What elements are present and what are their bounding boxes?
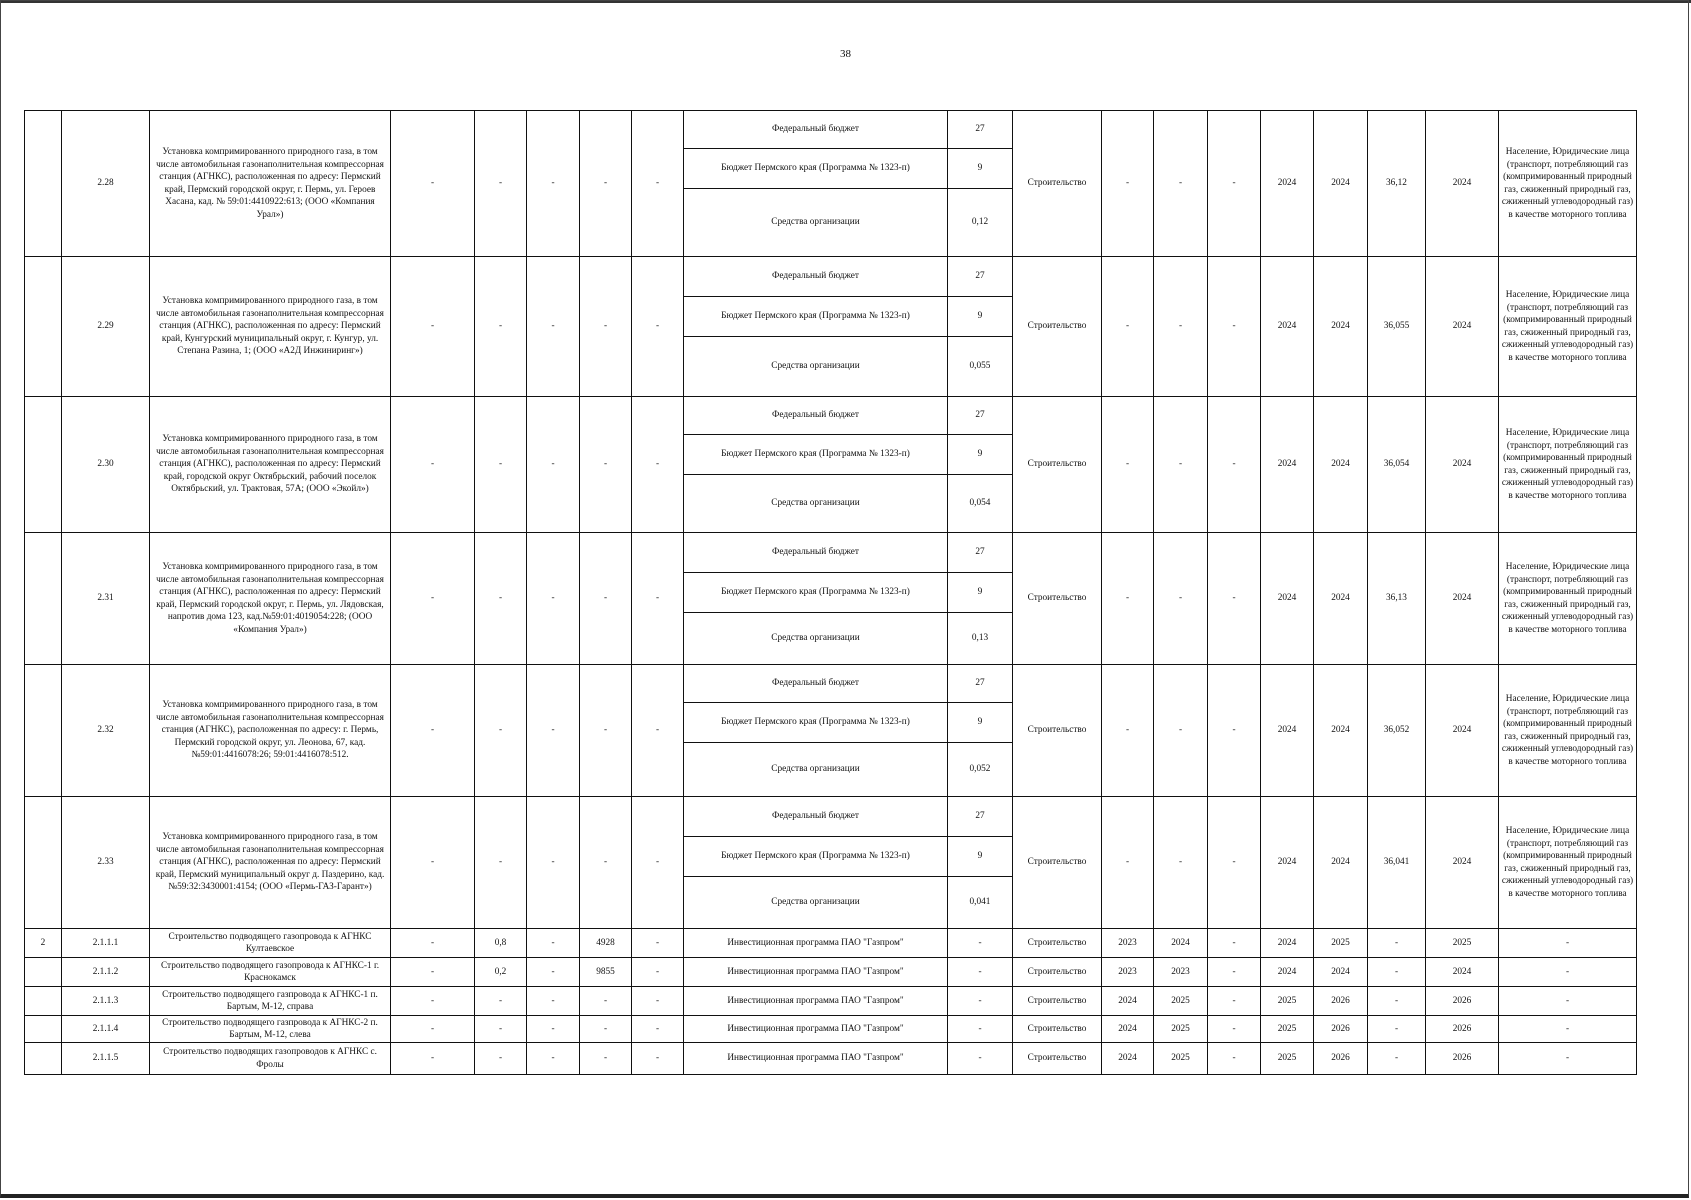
investment-table [24, 110, 1637, 1075]
item-description-cell: Установка компримированного природного газа, в том числе автомобильная газонаполнительная компрессорная станция (АГНКС), расположенная по адресу: Пермский край, Пермский городской округ, г. Пермь, ул. Лядовская, напротив дома 123, кад.№59:01:4019054:228; (ООО «Компания Урал») [150, 533, 391, 665]
value-cell: - [1102, 397, 1154, 533]
value-cell: 2024 [1426, 533, 1499, 665]
table-row [25, 797, 1637, 837]
value-cell: 9855 [580, 958, 632, 987]
funding-source-cell: Средства организации [684, 877, 948, 929]
value-cell: - [475, 397, 527, 533]
value-cell: - [391, 257, 475, 397]
value-cell: 2024 [1314, 958, 1368, 987]
consumers-cell: Население, Юридические лица (транспорт, потребляющий газ (компримированный природный газ, сжиженный природный газ, сжиженный углеводородный газ) в качестве моторного топлива [1499, 797, 1637, 929]
value-cell: - [527, 257, 580, 397]
funding-amount-cell: - [948, 958, 1013, 987]
row-number-cell [25, 111, 62, 257]
value-cell: - [475, 1016, 527, 1043]
funding-source-cell: Федеральный бюджет [684, 797, 948, 837]
value-cell: - [1368, 987, 1426, 1016]
work-type-cell: Строительство [1013, 958, 1102, 987]
value-cell: 2024 [1102, 1043, 1154, 1075]
funding-amount-cell: 9 [948, 573, 1013, 613]
funding-amount-cell: 27 [948, 111, 1013, 149]
value-cell: - [632, 111, 684, 257]
work-type-cell: Строительство [1013, 929, 1102, 958]
funding-amount-cell: 0,054 [948, 475, 1013, 533]
value-cell: - [475, 987, 527, 1016]
funding-amount-cell: 0,12 [948, 189, 1013, 257]
value-cell: 2024 [1314, 111, 1368, 257]
item-description-cell: Строительство подводящих газопроводов к АГНКС с. Фролы [150, 1043, 391, 1075]
table-row [25, 533, 1637, 573]
funding-source-cell: Инвестиционная программа ПАО "Газпром" [684, 958, 948, 987]
value-cell: 2024 [1261, 797, 1314, 929]
value-cell: - [1102, 797, 1154, 929]
row-number-cell [25, 397, 62, 533]
value-cell: - [527, 987, 580, 1016]
funding-amount-cell: 0,052 [948, 743, 1013, 797]
table-row [25, 257, 1637, 297]
value-cell: - [475, 665, 527, 797]
item-description-cell: Установка компримированного природного газа, в том числе автомобильная газонаполнительная компрессорная станция (АГНКС), расположенная по адресу: Пермский край, Пермский муниципальный округ д. Паздерино, кад. №59:32:3430001:4154; (ООО «Пермь-ГАЗ-Гарант») [150, 797, 391, 929]
item-id-cell: 2.1.1.5 [62, 1043, 150, 1075]
value-cell: 2025 [1261, 1043, 1314, 1075]
value-cell: - [475, 1043, 527, 1075]
item-description-cell: Строительство подводящего газопровода к АГНКС-1 г. Краснокамск [150, 958, 391, 987]
value-cell: - [1154, 665, 1208, 797]
value-cell: - [1208, 958, 1261, 987]
value-cell: - [1208, 987, 1261, 1016]
value-cell: - [632, 397, 684, 533]
value-cell: 2026 [1426, 1016, 1499, 1043]
value-cell: - [580, 987, 632, 1016]
value-cell: - [1368, 929, 1426, 958]
value-cell: - [391, 533, 475, 665]
value-cell: - [1102, 665, 1154, 797]
item-id-cell: 2.1.1.4 [62, 1016, 150, 1043]
value-cell: - [1102, 257, 1154, 397]
value-cell: - [580, 1043, 632, 1075]
table-row [25, 665, 1637, 703]
item-description-cell: Установка компримированного природного газа, в том числе автомобильная газонаполнительная компрессорная станция (АГНКС), расположенная по адресу: Пермский край, городской округ Октябрьский, рабочий поселок Октябрьский, ул. Трактовая, 57А; (ООО «Экойл») [150, 397, 391, 533]
value-cell: - [475, 111, 527, 257]
table-row [25, 111, 1637, 149]
item-description-cell: Строительство подводящего газопровода к АГНКС Култаевское [150, 929, 391, 958]
row-number-cell [25, 257, 62, 397]
funding-source-cell: Федеральный бюджет [684, 111, 948, 149]
funding-amount-cell: - [948, 1016, 1013, 1043]
funding-source-cell: Федеральный бюджет [684, 665, 948, 703]
value-cell: 2024 [1426, 111, 1499, 257]
funding-source-cell: Федеральный бюджет [684, 533, 948, 573]
row-number-cell [25, 1016, 62, 1043]
consumers-cell: - [1499, 958, 1637, 987]
value-cell: 2024 [1426, 397, 1499, 533]
value-cell: - [475, 257, 527, 397]
value-cell: 36,052 [1368, 665, 1426, 797]
value-cell: - [1154, 111, 1208, 257]
value-cell: 2025 [1314, 929, 1368, 958]
value-cell: - [1154, 397, 1208, 533]
value-cell: - [1208, 1043, 1261, 1075]
value-cell: 36,054 [1368, 397, 1426, 533]
value-cell: 2024 [1314, 665, 1368, 797]
value-cell: - [580, 533, 632, 665]
table-row [25, 397, 1637, 435]
funding-source-cell: Федеральный бюджет [684, 397, 948, 435]
value-cell: - [527, 533, 580, 665]
funding-source-cell: Инвестиционная программа ПАО "Газпром" [684, 987, 948, 1016]
work-type-cell: Строительство [1013, 665, 1102, 797]
value-cell: 2024 [1261, 665, 1314, 797]
item-id-cell: 2.32 [62, 665, 150, 797]
work-type-cell: Строительство [1013, 1016, 1102, 1043]
value-cell: - [1368, 1043, 1426, 1075]
value-cell: - [1368, 958, 1426, 987]
row-number-cell: 2 [25, 929, 62, 958]
funding-amount-cell: 9 [948, 837, 1013, 877]
value-cell: 2025 [1154, 1016, 1208, 1043]
value-cell: - [391, 1043, 475, 1075]
funding-amount-cell: - [948, 929, 1013, 958]
value-cell: 2023 [1102, 958, 1154, 987]
page-number: 38 [840, 48, 851, 60]
value-cell: 2023 [1154, 958, 1208, 987]
row-number-cell [25, 987, 62, 1016]
value-cell: 2024 [1261, 111, 1314, 257]
value-cell: - [632, 1043, 684, 1075]
value-cell: - [632, 987, 684, 1016]
funding-amount-cell: 27 [948, 257, 1013, 297]
value-cell: - [527, 397, 580, 533]
funding-amount-cell: 27 [948, 797, 1013, 837]
consumers-cell: - [1499, 929, 1637, 958]
consumers-cell: Население, Юридические лица (транспорт, потребляющий газ (компримированный природный газ, сжиженный природный газ, сжиженный углеводородный газ) в качестве моторного топлива [1499, 397, 1637, 533]
value-cell: - [1368, 1016, 1426, 1043]
item-id-cell: 2.33 [62, 797, 150, 929]
value-cell: - [632, 1016, 684, 1043]
value-cell: 2024 [1426, 257, 1499, 397]
value-cell: - [580, 665, 632, 797]
funding-source-cell: Средства организации [684, 189, 948, 257]
value-cell: 2024 [1426, 797, 1499, 929]
work-type-cell: Строительство [1013, 533, 1102, 665]
value-cell: - [391, 1016, 475, 1043]
funding-amount-cell: 0,041 [948, 877, 1013, 929]
value-cell: - [580, 1016, 632, 1043]
funding-amount-cell: 9 [948, 149, 1013, 189]
value-cell: 2024 [1261, 257, 1314, 397]
work-type-cell: Строительство [1013, 257, 1102, 397]
value-cell: - [527, 1043, 580, 1075]
table-row [25, 1016, 1637, 1043]
funding-amount-cell: 9 [948, 435, 1013, 475]
value-cell: 2025 [1261, 1016, 1314, 1043]
funding-source-cell: Инвестиционная программа ПАО "Газпром" [684, 929, 948, 958]
value-cell: - [391, 665, 475, 797]
funding-source-cell: Бюджет Пермского края (Программа № 1323-п) [684, 837, 948, 877]
value-cell: 2024 [1426, 665, 1499, 797]
value-cell: - [632, 533, 684, 665]
value-cell: - [1208, 665, 1261, 797]
value-cell: 2025 [1426, 929, 1499, 958]
work-type-cell: Строительство [1013, 797, 1102, 929]
table-row [25, 929, 1637, 958]
funding-amount-cell: 27 [948, 665, 1013, 703]
value-cell: - [1208, 257, 1261, 397]
value-cell: 2026 [1426, 987, 1499, 1016]
value-cell: 36,12 [1368, 111, 1426, 257]
value-cell: - [632, 797, 684, 929]
consumers-cell: - [1499, 987, 1637, 1016]
funding-source-cell: Средства организации [684, 337, 948, 397]
value-cell: - [1208, 533, 1261, 665]
row-number-cell [25, 533, 62, 665]
table-body [25, 111, 1637, 1075]
value-cell: - [391, 929, 475, 958]
value-cell: 2024 [1426, 958, 1499, 987]
consumers-cell: - [1499, 1043, 1637, 1075]
value-cell: 2025 [1154, 1043, 1208, 1075]
item-id-cell: 2.31 [62, 533, 150, 665]
value-cell: 2024 [1261, 929, 1314, 958]
work-type-cell: Строительство [1013, 987, 1102, 1016]
funding-source-cell: Инвестиционная программа ПАО "Газпром" [684, 1016, 948, 1043]
value-cell: 2024 [1261, 533, 1314, 665]
item-id-cell: 2.29 [62, 257, 150, 397]
funding-amount-cell: 0,055 [948, 337, 1013, 397]
value-cell: - [1154, 257, 1208, 397]
funding-amount-cell: 0,13 [948, 613, 1013, 665]
funding-source-cell: Бюджет Пермского края (Программа № 1323-п) [684, 703, 948, 743]
value-cell: 2026 [1314, 1043, 1368, 1075]
funding-source-cell: Бюджет Пермского края (Программа № 1323-п) [684, 297, 948, 337]
value-cell: 2024 [1102, 1016, 1154, 1043]
item-description-cell: Строительство подводящего газпровода к АГНКС-1 п. Бартым, М-12, справа [150, 987, 391, 1016]
row-number-cell [25, 797, 62, 929]
item-id-cell: 2.1.1.3 [62, 987, 150, 1016]
value-cell: - [475, 533, 527, 665]
funding-source-cell: Бюджет Пермского края (Программа № 1323-п) [684, 435, 948, 475]
value-cell: - [527, 958, 580, 987]
value-cell: 2024 [1102, 987, 1154, 1016]
value-cell: - [632, 929, 684, 958]
value-cell: - [527, 797, 580, 929]
value-cell: - [527, 665, 580, 797]
value-cell: 2024 [1314, 797, 1368, 929]
value-cell: 4928 [580, 929, 632, 958]
value-cell: - [391, 397, 475, 533]
value-cell: 2025 [1154, 987, 1208, 1016]
value-cell: - [1208, 111, 1261, 257]
value-cell: - [632, 257, 684, 397]
value-cell: 2023 [1102, 929, 1154, 958]
row-number-cell [25, 1043, 62, 1075]
row-number-cell [25, 958, 62, 987]
value-cell: - [527, 929, 580, 958]
item-id-cell: 2.28 [62, 111, 150, 257]
funding-source-cell: Федеральный бюджет [684, 257, 948, 297]
consumers-cell: Население, Юридические лица (транспорт, потребляющий газ (компримированный природный газ, сжиженный природный газ, сжиженный углеводородный газ) в качестве моторного топлива [1499, 665, 1637, 797]
item-id-cell: 2.30 [62, 397, 150, 533]
value-cell: - [1208, 397, 1261, 533]
work-type-cell: Строительство [1013, 111, 1102, 257]
value-cell: - [1102, 111, 1154, 257]
value-cell: - [1208, 797, 1261, 929]
value-cell: 36,13 [1368, 533, 1426, 665]
value-cell: 2025 [1261, 987, 1314, 1016]
table-row [25, 987, 1637, 1016]
funding-source-cell: Средства организации [684, 613, 948, 665]
value-cell: 2026 [1426, 1043, 1499, 1075]
item-description-cell: Установка компримированного природного газа, в том числе автомобильная газонаполнительная компрессорная станция (АГНКС), расположенная по адресу: г. Пермь, Пермский городской округ, ул. Леонова, 67, кад. №59:01:4416078:26; 59:01:4416078:512. [150, 665, 391, 797]
funding-source-cell: Средства организации [684, 743, 948, 797]
value-cell: - [1154, 797, 1208, 929]
funding-amount-cell: 27 [948, 533, 1013, 573]
work-type-cell: Строительство [1013, 1043, 1102, 1075]
value-cell: - [475, 797, 527, 929]
value-cell: 2024 [1314, 533, 1368, 665]
value-cell: - [580, 397, 632, 533]
funding-amount-cell: 9 [948, 703, 1013, 743]
funding-source-cell: Средства организации [684, 475, 948, 533]
value-cell: - [527, 1016, 580, 1043]
item-description-cell: Установка компримированного природного газа, в том числе автомобильная газонаполнительная компрессорная станция (АГНКС), расположенная по адресу: Пермский край, Кунгурский муниципальный округ, г. Кунгур, ул. Степана Разина, 1; (ООО «А2Д Инжиниринг») [150, 257, 391, 397]
value-cell: - [580, 797, 632, 929]
consumers-cell: Население, Юридические лица (транспорт, потребляющий газ (компримированный природный газ, сжиженный природный газ, сжиженный углеводородный газ) в качестве моторного топлива [1499, 257, 1637, 397]
value-cell: 0,2 [475, 958, 527, 987]
item-description-cell: Строительство подводящего газпровода к АГНКС-2 п. Бартым, М-12, слева [150, 1016, 391, 1043]
value-cell: - [632, 665, 684, 797]
consumers-cell: Население, Юридические лица (транспорт, потребляющий газ (компримированный природный газ, сжиженный природный газ, сжиженный углеводородный газ) в качестве моторного топлива [1499, 533, 1637, 665]
value-cell: - [391, 987, 475, 1016]
value-cell: 2026 [1314, 1016, 1368, 1043]
funding-source-cell: Бюджет Пермского края (Программа № 1323-п) [684, 149, 948, 189]
value-cell: - [580, 111, 632, 257]
value-cell: 2024 [1261, 397, 1314, 533]
value-cell: 2024 [1261, 958, 1314, 987]
funding-amount-cell: 9 [948, 297, 1013, 337]
value-cell: - [1208, 1016, 1261, 1043]
value-cell: - [580, 257, 632, 397]
value-cell: 2024 [1314, 257, 1368, 397]
funding-amount-cell: 27 [948, 397, 1013, 435]
value-cell: 2024 [1154, 929, 1208, 958]
work-type-cell: Строительство [1013, 397, 1102, 533]
value-cell: 36,041 [1368, 797, 1426, 929]
value-cell: - [632, 958, 684, 987]
value-cell: - [391, 958, 475, 987]
row-number-cell [25, 665, 62, 797]
table-row [25, 958, 1637, 987]
value-cell: - [391, 797, 475, 929]
value-cell: - [1208, 929, 1261, 958]
value-cell: 2024 [1314, 397, 1368, 533]
value-cell: 0,8 [475, 929, 527, 958]
item-id-cell: 2.1.1.2 [62, 958, 150, 987]
value-cell: 36,055 [1368, 257, 1426, 397]
consumers-cell: - [1499, 1016, 1637, 1043]
item-id-cell: 2.1.1.1 [62, 929, 150, 958]
funding-source-cell: Инвестиционная программа ПАО "Газпром" [684, 1043, 948, 1075]
value-cell: 2026 [1314, 987, 1368, 1016]
value-cell: - [1154, 533, 1208, 665]
table-row [25, 1043, 1637, 1075]
value-cell: - [391, 111, 475, 257]
funding-source-cell: Бюджет Пермского края (Программа № 1323-п) [684, 573, 948, 613]
consumers-cell: Население, Юридические лица (транспорт, потребляющий газ (компримированный природный газ, сжиженный природный газ, сжиженный углеводородный газ) в качестве моторного топлива [1499, 111, 1637, 257]
item-description-cell: Установка компримированного природного газа, в том числе автомобильная газонаполнительная компрессорная станция (АГНКС), расположенная по адресу: Пермский край, Пермский городской округ, г. Пермь, ул. Героев Хасана, кад. № 59:01:4410922:613; (ООО «Компания Урал») [150, 111, 391, 257]
funding-amount-cell: - [948, 987, 1013, 1016]
value-cell: - [527, 111, 580, 257]
funding-amount-cell: - [948, 1043, 1013, 1075]
value-cell: - [1102, 533, 1154, 665]
